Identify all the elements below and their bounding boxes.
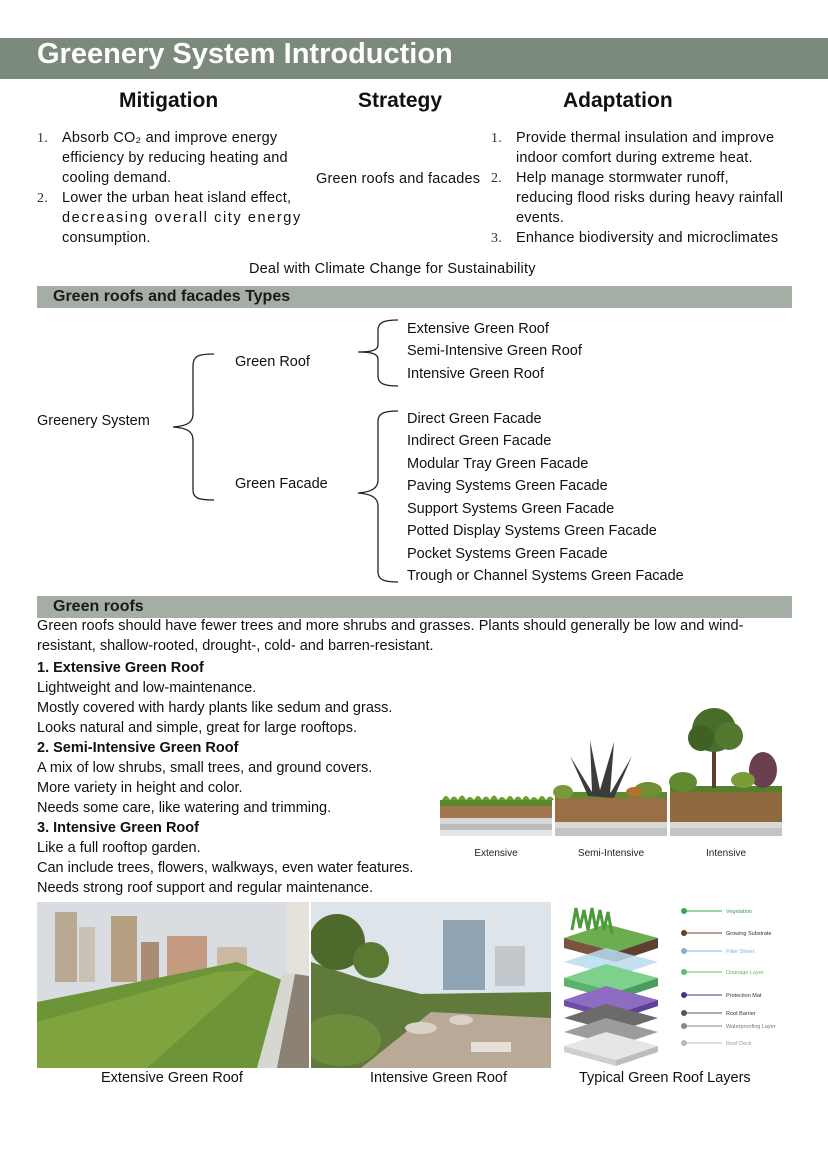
types-tree-diagram [0, 310, 828, 595]
extensive-roof-photo [37, 902, 309, 1068]
roofs-section-bar [37, 596, 792, 618]
list-item: 1. Provide thermal insulation and improve indoor comfort during extreme heat. [491, 130, 775, 166]
facade-type-item: Paving Systems Green Facade [407, 478, 608, 494]
intensive-heading: 3. Intensive Green Roof [37, 820, 199, 836]
list-item: 3. Enhance biodiversity and microclimates [491, 230, 779, 246]
strategy-heading: Strategy [358, 89, 443, 112]
green-roof-label: Green Roof [235, 354, 310, 370]
facade-type-item: Indirect Green Facade [407, 433, 552, 449]
roofs-section-heading: Green roofs [53, 598, 144, 615]
roof-type-item: Extensive Green Roof [407, 321, 549, 337]
facade-type-item: Pocket Systems Green Facade [407, 546, 608, 562]
diagram-label-intensive: Intensive [705, 848, 747, 859]
mitigation-heading: Mitigation [119, 89, 219, 112]
roofs-intro: Green roofs should have fewer trees and more shrubs and grasses. Plants should generally be low and wind- resistant, shallow-rooted, drought-, cold- and barren-resistant. [37, 618, 744, 654]
green-facade-label: Green Facade [235, 476, 328, 492]
layer-label: Root Barrier [726, 1011, 756, 1017]
layer-label: Growing Substrate [726, 931, 772, 937]
extensive-heading: 1. Extensive Green Roof [37, 660, 204, 676]
semi-intensive-roof-illustration [553, 740, 667, 836]
greenery-system-label: Greenery System [37, 413, 150, 429]
roof-types-illustration [438, 700, 786, 862]
page-title: Greenery System Introduction [37, 38, 453, 70]
facade-brace [358, 411, 398, 582]
adaptation-heading: Adaptation [563, 89, 673, 112]
layer-label: Vegetation [726, 909, 752, 915]
roof-brace [358, 320, 398, 386]
types-section-heading: Green roofs and facades Types [53, 288, 291, 305]
facade-type-item: Trough or Channel Systems Green Facade [407, 568, 684, 584]
sustainability-footer: Deal with Climate Change for Sustainability [249, 261, 536, 277]
list-item: 1. Absorb CO₂ and improve energy efficiency by reducing heating and cooling demand. [37, 130, 288, 186]
facade-type-item: Support Systems Green Facade [407, 501, 615, 517]
intensive-roof-photo [311, 902, 551, 1068]
caption-extensive-roof: Extensive Green Roof [101, 1070, 243, 1086]
extensive-roof-illustration [440, 796, 554, 837]
roof-types-text: 1. Extensive Green Roof Lightweight and low-maintenance. Mostly covered with hardy plants like sedum and grass. Looks natural and simple, great for large rooftops. 2. Semi-Intensive Green Roof A mix of low shrubs, small trees, and ground covers. More variety in height and color. Needs some care, like watering and trimming. 3. Intensive Green Roof Like a full rooftop garden. Can include trees, flowers, walkways, even water features. Needs strong roof support and regular maintenance. [37, 658, 457, 898]
caption-layers: Typical Green Roof Layers [579, 1070, 751, 1086]
list-item: 2. Help manage stormwater runoff, reducing flood risks during heavy rainfall events. [491, 170, 784, 226]
layer-label: Filter Sheet [726, 949, 755, 955]
intensive-roof-illustration [669, 708, 782, 836]
facade-type-item: Direct Green Facade [407, 411, 542, 427]
roof-type-item: Intensive Green Roof [407, 366, 545, 382]
roof-type-item: Semi-Intensive Green Roof [407, 343, 582, 359]
root-brace [173, 354, 214, 500]
diagram-label-semi-intensive: Semi-Intensive [577, 848, 645, 859]
layer-stack-illustration [564, 908, 658, 1066]
layer-label: Drainage Layer [726, 970, 764, 976]
layer-label: Roof Deck [726, 1041, 752, 1047]
semi-intensive-heading: 2. Semi-Intensive Green Roof [37, 740, 239, 756]
caption-intensive-roof: Intensive Green Roof [370, 1070, 508, 1086]
mitigation-list [37, 128, 317, 248]
green-roof-layers-diagram [558, 900, 792, 1070]
layer-label: Waterproofing Layer [726, 1024, 776, 1030]
diagram-label-extensive: Extensive [474, 848, 518, 859]
layer-label: Protection Mat [726, 993, 762, 999]
adaptation-list [491, 128, 801, 248]
list-item: 2. Lower the urban heat island effect, decreasing overall city energy consumption. [37, 190, 302, 246]
facade-type-item: Potted Display Systems Green Facade [407, 523, 657, 539]
strategy-text: Green roofs and facades [316, 171, 481, 187]
facade-type-item: Modular Tray Green Facade [407, 456, 589, 472]
